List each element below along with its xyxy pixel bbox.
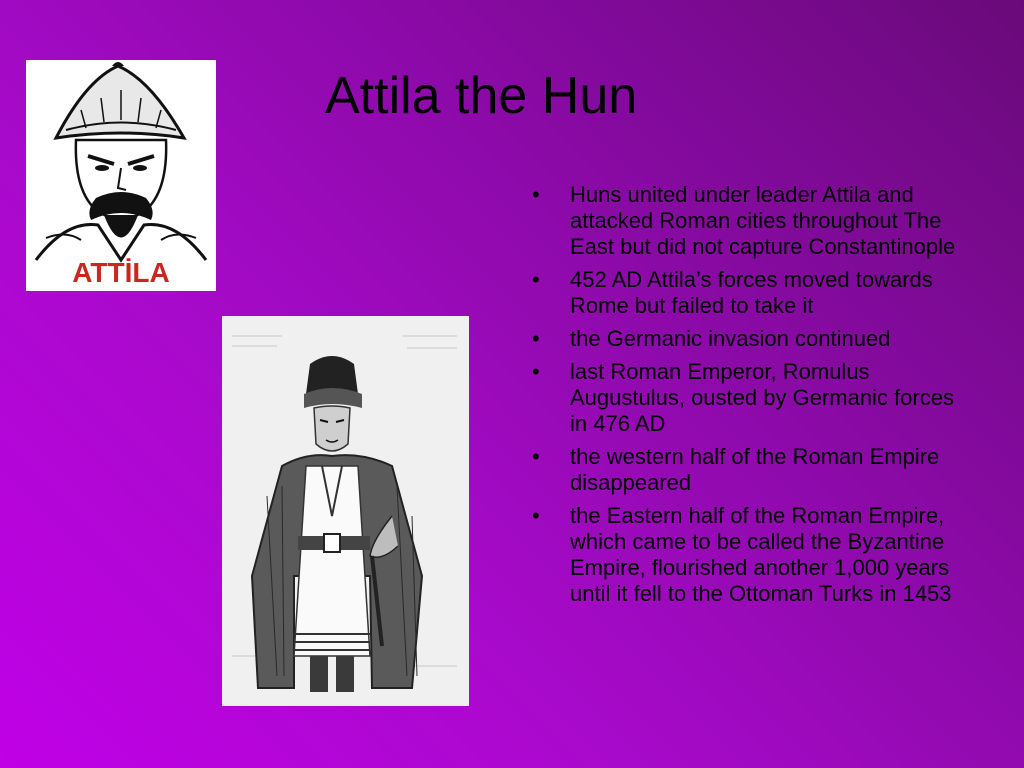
- bullet-marker: •: [532, 267, 540, 292]
- bullet-marker: •: [532, 359, 540, 384]
- bullet-item: [532, 503, 972, 607]
- engraving-drawing: [222, 316, 469, 706]
- bullet-item: [532, 444, 972, 496]
- bullet-marker: •: [532, 444, 540, 469]
- bullet-marker: •: [532, 326, 540, 351]
- bullet-list: [532, 182, 972, 614]
- attila-portrait-image: [26, 60, 216, 291]
- bullet-text: 452 AD Attila’s forces moved towards Rome but failed to take it: [570, 267, 933, 318]
- bullet-item: [532, 359, 972, 437]
- bullet-text: the western half of the Roman Empire disappeared: [570, 444, 940, 495]
- bullet-text: the Eastern half of the Roman Empire, which came to be called the Byzantine Empire, flourished another 1,000 years until it fell to the Ottoman Turks in 1453: [570, 503, 952, 606]
- portrait-caption: ATTİLA: [72, 257, 170, 288]
- bullet-text: Huns united under leader Attila and attacked Roman cities throughout The East but did not capture Constantinople: [570, 182, 956, 259]
- bullet-marker: •: [532, 182, 540, 207]
- bullet-text: last Roman Emperor, Romulus Augustulus, ousted by Germanic forces in 476 AD: [570, 359, 954, 436]
- portrait-drawing: [26, 60, 216, 291]
- bullet-item: [532, 267, 972, 319]
- bullet-marker: •: [532, 503, 540, 528]
- bullet-item: [532, 326, 972, 352]
- bullet-text: the Germanic invasion continued: [570, 326, 891, 351]
- slide-title: Attila the Hun: [325, 67, 638, 125]
- attila-engraving-image: [222, 316, 469, 706]
- bullet-item: [532, 182, 972, 260]
